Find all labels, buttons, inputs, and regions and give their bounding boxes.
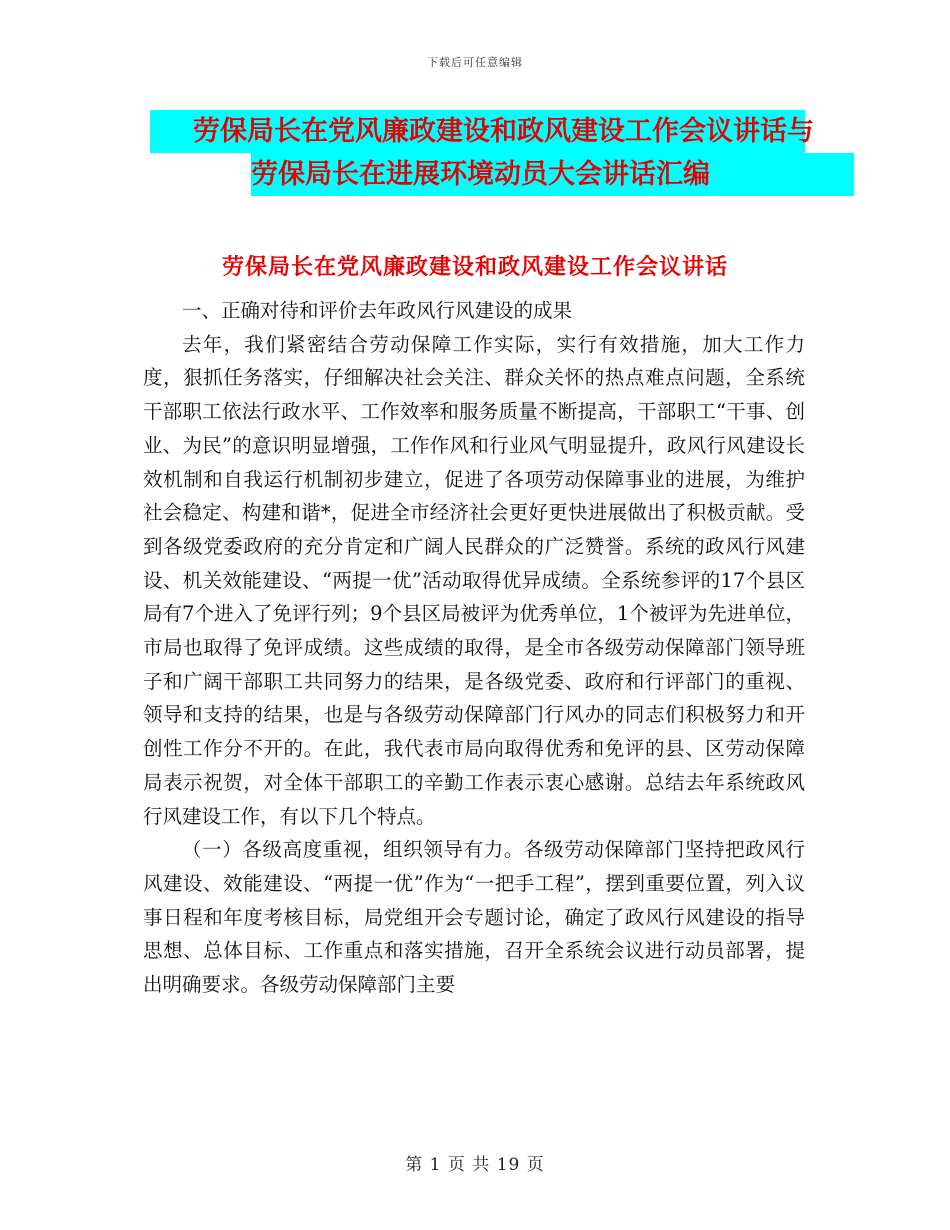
body-text	[143, 294, 805, 1002]
sub-title: 劳保局长在党风廉政建设和政风建设工作会议讲话	[221, 254, 728, 280]
main-title-line2: 劳保局长在进展环境动员大会讲话汇编	[251, 153, 854, 196]
paragraph-2: （一）各级高度重视，组织领导有力。各级劳动保障部门坚持把政风行风建设、效能建设、“两提一优”作为“一把手工程”，摆到重要位置，列入议事日程和年度考核目标，局党组开会专题讨论，确定了政风行风建设的指导思想、总体目标、工作重点和落实措施，召开全系统会议进行动员部署，提出明确要求。各级劳动保障部门主要	[143, 838, 805, 997]
page-number: 第 1 页 共 19 页	[405, 1155, 545, 1175]
header-note: 下载后可任意编辑	[427, 56, 523, 69]
section-heading: 一、正确对待和评价去年政风行风建设的成果	[182, 299, 573, 322]
main-title-line1: 劳保局长在党风廉政建设和政风建设工作会议讲话与	[150, 110, 805, 153]
paragraph-1: 去年，我们紧密结合劳动保障工作实际，实行有效措施，加大工作力度，狠抓任务落实，仔细解决社会关注、群众关怀的热点难点问题，全系统干部职工依法行政水平、工作效率和服务质量不断提高，干部职工“干事、创业、为民”的意识明显增强，工作作风和行业风气明显提升，政风行风建设长效机制和自我运行机制初步建立，促进了各项劳动保障事业的进展，为维护社会稳定、构建和谐*，促进全市经济社会更好更快进展做出了积极贡献。受到各级党委政府的充分肯定和广阔人民群众的广泛赞誉。系统的政风行风建设、机关效能建设、“两提一优”活动取得优异成绩。全系统参评的17个县区局有7个进入了免评行列；9个县区局被评为优秀单位，1个被评为先进单位，市局也取得了免评成绩。这些成绩的取得，是全市各级劳动保障部门领导班子和广阔干部职工共同努力的结果，是各级党委、政府和行评部门的重视、领导和支持的结果，也是与各级劳动保障部门行风办的同志们积极努力和开创性工作分不开的。在此，我代表市局向取得优秀和免评的县、区劳动保障局表示祝贺，对全体干部职工的辛勤工作表示衷心感谢。总结去年系统政风行风建设工作，有以下几个特点。	[143, 332, 805, 828]
main-title	[150, 110, 850, 196]
